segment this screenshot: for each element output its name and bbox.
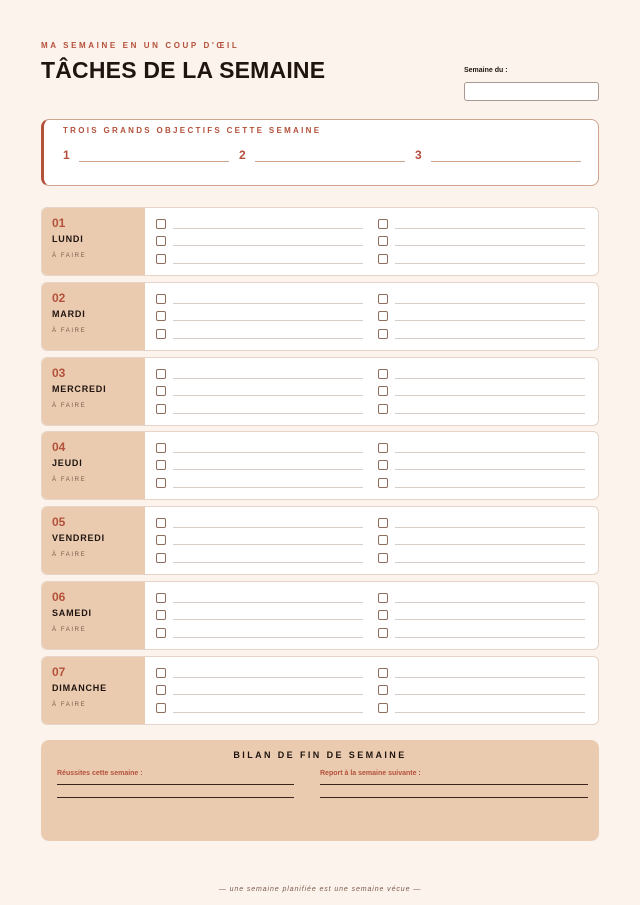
goal-1: [63, 148, 229, 162]
task-line[interactable]: [173, 479, 363, 488]
goal-3: [415, 148, 581, 162]
goal-input[interactable]: [255, 148, 405, 162]
task-line[interactable]: [395, 387, 585, 396]
task-item: [156, 685, 363, 695]
task-checkbox[interactable]: [156, 404, 166, 414]
task-line[interactable]: [173, 611, 363, 620]
task-checkbox[interactable]: [378, 219, 388, 229]
task-item: [156, 294, 363, 304]
task-checkbox[interactable]: [378, 460, 388, 470]
review-left-line[interactable]: [57, 797, 294, 798]
day-row: [41, 581, 599, 650]
task-checkbox[interactable]: [156, 553, 166, 563]
task-checkbox[interactable]: [378, 386, 388, 396]
day-number: 04: [52, 440, 66, 454]
goal-input[interactable]: [431, 148, 581, 162]
day-header: [42, 507, 145, 574]
week-input[interactable]: [464, 82, 599, 101]
task-line[interactable]: [395, 519, 585, 528]
review-right-label: Report à la semaine suivante :: [320, 770, 421, 777]
task-item: [378, 593, 585, 603]
task-checkbox[interactable]: [378, 593, 388, 603]
day-todo-label: À FAIRE: [52, 552, 87, 558]
day-todo-label: À FAIRE: [52, 702, 87, 708]
task-checkbox[interactable]: [156, 369, 166, 379]
goals-box: [41, 119, 599, 186]
task-item: [156, 404, 363, 414]
task-line[interactable]: [395, 405, 585, 414]
task-item: [156, 610, 363, 620]
task-line[interactable]: [173, 255, 363, 264]
task-line[interactable]: [173, 704, 363, 713]
task-checkbox[interactable]: [156, 610, 166, 620]
task-checkbox[interactable]: [156, 628, 166, 638]
task-line[interactable]: [173, 594, 363, 603]
task-item: [156, 668, 363, 678]
task-line[interactable]: [395, 669, 585, 678]
task-line[interactable]: [173, 629, 363, 638]
review-right-line[interactable]: [320, 797, 588, 798]
day-header: [42, 358, 145, 425]
day-name: MERCREDI: [52, 384, 107, 394]
task-checkbox[interactable]: [156, 478, 166, 488]
task-item: [156, 703, 363, 713]
day-row: [41, 282, 599, 351]
task-item: [378, 329, 585, 339]
task-line[interactable]: [395, 686, 585, 695]
goal-number: 3: [415, 148, 422, 162]
task-item: [156, 219, 363, 229]
task-line[interactable]: [173, 370, 363, 379]
task-item: [156, 329, 363, 339]
task-item: [378, 236, 585, 246]
task-line[interactable]: [173, 405, 363, 414]
task-item: [156, 443, 363, 453]
task-checkbox[interactable]: [378, 535, 388, 545]
task-item: [378, 628, 585, 638]
task-line[interactable]: [173, 519, 363, 528]
task-item: [156, 478, 363, 488]
task-line[interactable]: [395, 444, 585, 453]
day-header: [42, 283, 145, 350]
task-line[interactable]: [395, 330, 585, 339]
day-name: VENDREDI: [52, 533, 105, 543]
task-checkbox[interactable]: [156, 668, 166, 678]
task-line[interactable]: [173, 669, 363, 678]
eyebrow-label: MA SEMAINE EN UN COUP D'ŒIL: [41, 41, 240, 50]
day-number: 06: [52, 590, 66, 604]
task-line[interactable]: [395, 704, 585, 713]
task-line[interactable]: [173, 554, 363, 563]
task-item: [378, 443, 585, 453]
task-checkbox[interactable]: [378, 518, 388, 528]
task-checkbox[interactable]: [378, 685, 388, 695]
task-item: [378, 553, 585, 563]
task-line[interactable]: [395, 237, 585, 246]
day-name: LUNDI: [52, 234, 84, 244]
task-item: [378, 535, 585, 545]
task-item: [378, 404, 585, 414]
task-checkbox[interactable]: [156, 386, 166, 396]
task-line[interactable]: [173, 312, 363, 321]
task-checkbox[interactable]: [378, 628, 388, 638]
task-line[interactable]: [173, 330, 363, 339]
day-name: MARDI: [52, 309, 86, 319]
task-line[interactable]: [395, 629, 585, 638]
task-item: [156, 553, 363, 563]
task-line[interactable]: [395, 461, 585, 470]
task-line[interactable]: [173, 536, 363, 545]
task-checkbox[interactable]: [378, 703, 388, 713]
day-number: 02: [52, 291, 66, 305]
task-checkbox[interactable]: [378, 254, 388, 264]
day-name: DIMANCHE: [52, 683, 107, 693]
task-checkbox[interactable]: [378, 404, 388, 414]
task-checkbox[interactable]: [378, 236, 388, 246]
task-item: [378, 460, 585, 470]
task-line[interactable]: [173, 444, 363, 453]
task-line[interactable]: [395, 312, 585, 321]
task-checkbox[interactable]: [156, 593, 166, 603]
task-line[interactable]: [173, 461, 363, 470]
day-number: 07: [52, 665, 66, 679]
task-item: [378, 703, 585, 713]
task-line[interactable]: [395, 594, 585, 603]
goal-input[interactable]: [79, 148, 229, 162]
review-right-line[interactable]: [320, 784, 588, 785]
task-item: [378, 386, 585, 396]
week-label: Semaine du :: [464, 67, 508, 74]
task-line[interactable]: [173, 237, 363, 246]
task-line[interactable]: [173, 686, 363, 695]
goal-2: [239, 148, 405, 162]
task-checkbox[interactable]: [378, 369, 388, 379]
task-checkbox[interactable]: [156, 329, 166, 339]
day-todo-label: À FAIRE: [52, 328, 87, 334]
task-checkbox[interactable]: [156, 703, 166, 713]
task-checkbox[interactable]: [378, 311, 388, 321]
task-item: [156, 254, 363, 264]
task-checkbox[interactable]: [156, 685, 166, 695]
task-item: [378, 610, 585, 620]
day-row: [41, 431, 599, 500]
task-checkbox[interactable]: [156, 294, 166, 304]
task-checkbox[interactable]: [156, 219, 166, 229]
goals-title: TROIS GRANDS OBJECTIFS CETTE SEMAINE: [63, 126, 322, 135]
task-item: [378, 369, 585, 379]
day-row: [41, 656, 599, 725]
task-checkbox[interactable]: [156, 535, 166, 545]
task-line[interactable]: [395, 536, 585, 545]
day-todo-label: À FAIRE: [52, 477, 87, 483]
task-line[interactable]: [395, 220, 585, 229]
day-todo-label: À FAIRE: [52, 627, 87, 633]
task-checkbox[interactable]: [378, 443, 388, 453]
task-checkbox[interactable]: [378, 329, 388, 339]
footer-quote: — une semaine planifiée est une semaine vécue —: [218, 886, 422, 893]
task-checkbox[interactable]: [156, 460, 166, 470]
day-name: SAMEDI: [52, 608, 92, 618]
day-number: 03: [52, 366, 66, 380]
task-item: [378, 294, 585, 304]
review-left-label: Réussites cette semaine :: [57, 770, 143, 777]
task-checkbox[interactable]: [378, 294, 388, 304]
task-checkbox[interactable]: [156, 254, 166, 264]
day-todo-label: À FAIRE: [52, 253, 87, 259]
task-item: [156, 593, 363, 603]
task-item: [378, 311, 585, 321]
task-line[interactable]: [395, 370, 585, 379]
task-checkbox[interactable]: [378, 478, 388, 488]
task-item: [156, 518, 363, 528]
task-item: [378, 668, 585, 678]
day-name: JEUDI: [52, 458, 83, 468]
task-item: [156, 535, 363, 545]
task-line[interactable]: [395, 255, 585, 264]
task-line[interactable]: [173, 295, 363, 304]
day-row: [41, 506, 599, 575]
task-checkbox[interactable]: [156, 236, 166, 246]
task-line[interactable]: [395, 611, 585, 620]
task-item: [378, 685, 585, 695]
task-item: [156, 369, 363, 379]
day-header: [42, 432, 145, 499]
task-item: [156, 628, 363, 638]
task-item: [378, 478, 585, 488]
day-row: [41, 207, 599, 276]
task-item: [378, 518, 585, 528]
task-checkbox[interactable]: [378, 668, 388, 678]
task-item: [378, 219, 585, 229]
task-item: [156, 311, 363, 321]
task-item: [378, 254, 585, 264]
task-line[interactable]: [395, 479, 585, 488]
goal-number: 1: [63, 148, 70, 162]
page-title: TÂCHES DE LA SEMAINE: [41, 57, 326, 83]
review-box: [41, 740, 599, 841]
review-left-line[interactable]: [57, 784, 294, 785]
day-row: [41, 357, 599, 426]
day-header: [42, 208, 145, 275]
task-line[interactable]: [173, 387, 363, 396]
task-line[interactable]: [173, 220, 363, 229]
day-header: [42, 657, 145, 724]
task-line[interactable]: [395, 295, 585, 304]
task-item: [156, 386, 363, 396]
task-line[interactable]: [395, 554, 585, 563]
task-item: [156, 460, 363, 470]
task-checkbox[interactable]: [156, 311, 166, 321]
review-title: BILAN DE FIN DE SEMAINE: [233, 750, 407, 760]
task-item: [156, 236, 363, 246]
day-header: [42, 582, 145, 649]
task-checkbox[interactable]: [156, 518, 166, 528]
day-number: 01: [52, 216, 66, 230]
day-number: 05: [52, 515, 66, 529]
task-checkbox[interactable]: [378, 610, 388, 620]
task-checkbox[interactable]: [156, 443, 166, 453]
day-todo-label: À FAIRE: [52, 403, 87, 409]
goal-number: 2: [239, 148, 246, 162]
task-checkbox[interactable]: [378, 553, 388, 563]
